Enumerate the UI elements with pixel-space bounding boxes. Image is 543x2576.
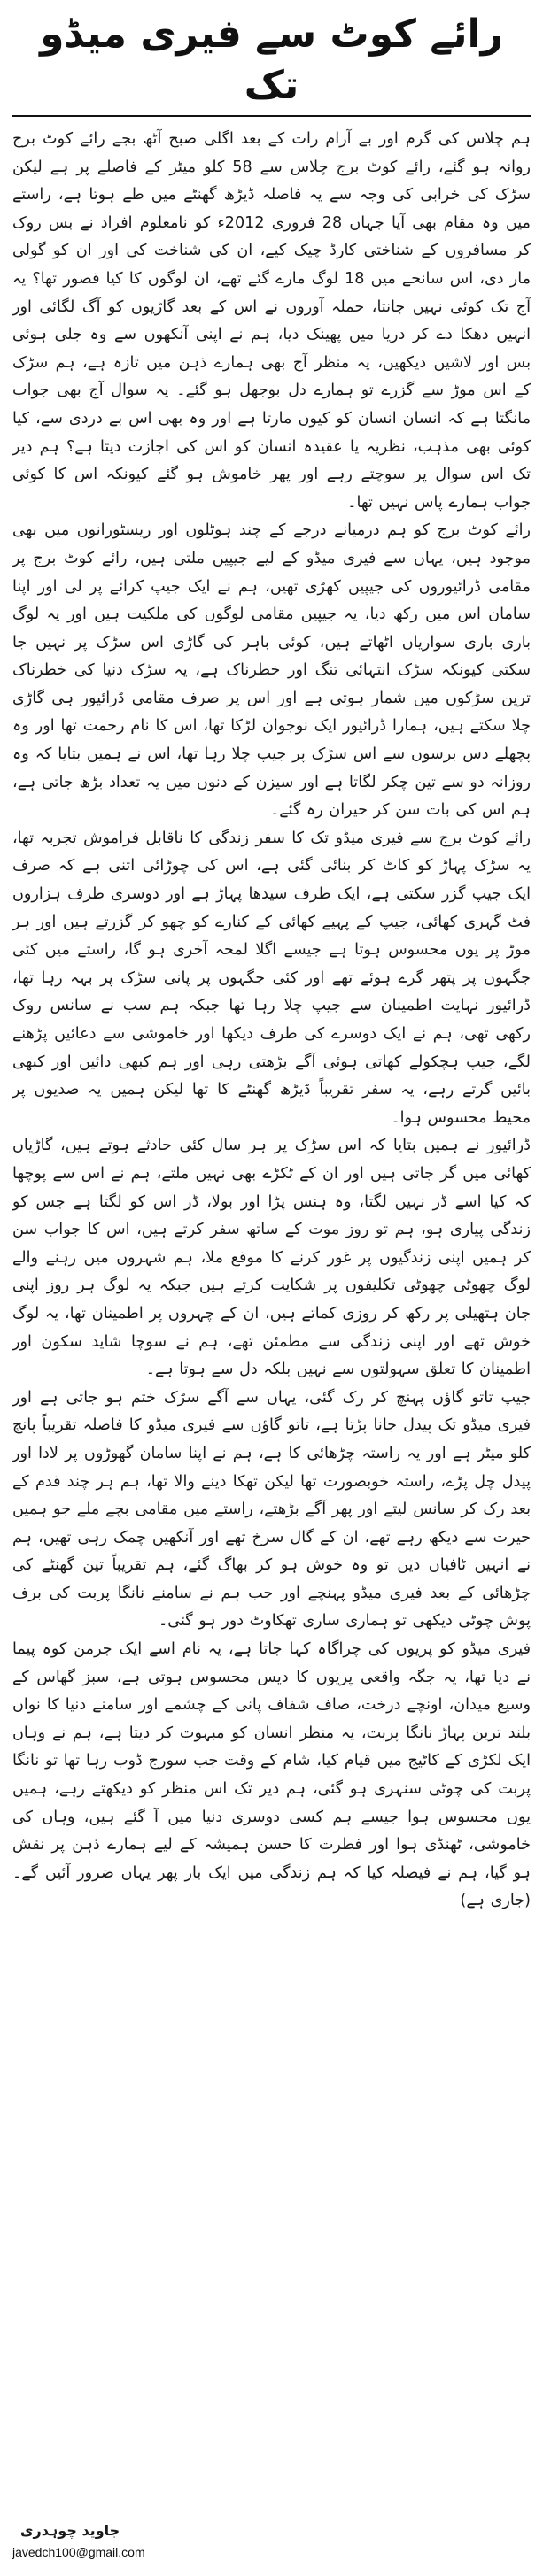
article-paragraph [12, 1636, 531, 1916]
article-paragraph: رائے کوٹ برج سے فیری میڈو تک کا سفر زندگی کا ناقابل فراموش تجربہ تھا، یہ سڑک پہاڑ کو کاٹ کر بنائی گئی ہے، اس کی چوڑائی اتنی ہے کہ صرف ایک جیپ گزر سکتی ہے، ایک طرف سیدھا پہاڑ ہے اور دوسری طرف ہزاروں فٹ گہری کھائی، جیپ کے پہیے کھائی کے کنارے کو چھو کر گزرتے ہیں اور ہر موڑ پر یوں محسوس ہوتا ہے جیسے اگلا لمحہ آخری ہو گا، راستے میں کئی جگہوں پر پتھر گرے ہوئے تھے اور کئی جگہوں پر پانی سڑک پر بہہ رہا تھا، ڈرائیور نہایت اطمینان سے جیپ چلا رہا تھا جبکہ ہم سب نے سانس روک رکھی تھی، ہم نے ایک دوسرے کی طرف دیکھا اور خاموشی سے دعائیں پڑھنے لگے، جیپ ہچکولے کھاتی ہوئی آگے بڑھتی رہی اور ہم کبھی دائیں اور کبھی بائیں گرتے رہے، یہ سفر تقریباً ڈیڑھ گھنٹے کا تھا لیکن ہمیں یہ صدیوں پر محیط محسوس ہوا۔ [12, 829, 531, 1127]
headline-divider [12, 115, 531, 117]
article-paragraph: ہم چلاس کی گرم اور بے آرام رات کے بعد اگلی صبح آٹھ بجے رائے کوٹ برج روانہ ہو گئے، رائے کوٹ برج چلاس سے 58 کلو میٹر کے فاصلے پر ہے لیکن سڑک کی خرابی کی وجہ سے یہ فاصلہ ڈیڑھ گھنٹے میں طے ہوتا ہے، راستے میں وہ مقام بھی آیا جہاں 28 فروری 2012ء کو نامعلوم افراد نے بس روک کر مسافروں کے شناختی کارڈ چیک کیے، ان کی شناخت کی اور ان کو گولی مار دی، اس سانحے میں 18 لوگ مارے گئے تھے، ان لوگوں کا کیا قصور تھا؟ یہ آج تک کوئی نہیں جانتا، حملہ آوروں نے اس کے بعد گاڑیوں کو آگ لگائی اور انہیں دھکا دے کر دریا میں پھینک دیا، ہم نے اپنی آنکھوں سے وہ جلی ہوئی بس اور لاشیں دیکھیں، یہ منظر آج بھی ہمارے ذہن میں تازہ ہے، ہم سڑک کے اس موڑ سے گزرے تو ہمارے دل بوجھل ہو گئے۔ یہ سوال آج بھی جواب مانگتا ہے کہ انسان انسان کو کیوں مارتا ہے اور وہ بھی اس بے دردی سے، کیا کوئی بھی مذہب، نظریہ یا عقیدہ انسان کو اس کی اجازت دیتا ہے؟ ہم دیر تک اس سوال پر سوچتے رہے اور پھر خاموش ہو گئے کیونکہ اس کا کوئی جواب ہمارے پاس نہیں تھا۔ [12, 130, 531, 512]
author-email[interactable]: javedch100@gmail.com [12, 2545, 145, 2559]
article-column [12, 9, 531, 2567]
article-headline: رائے کوٹ سے فیری میڈو تک [40, 12, 503, 108]
article-paragraph: جیپ تاتو گاؤں پہنچ کر رک گئی، یہاں سے آگے سڑک ختم ہو جاتی ہے اور فیری میڈو تک پیدل جانا پڑتا ہے، تاتو گاؤں سے فیری میڈو کا فاصلہ تقریباً پانچ کلو میٹر ہے اور یہ راستہ چڑھائی کا ہے، ہم نے اپنا سامان گھوڑوں پر لادا اور پیدل چل پڑے، راستہ خوبصورت تھا لیکن تھکا دینے والا تھا، ہم ہر چند قدم کے بعد رک کر سانس لیتے اور پھر آگے بڑھتے، راستے میں مقامی بچے ملے جو ہمیں حیرت سے دیکھ رہے تھے، ان کے گال سرخ تھے اور آنکھیں چمک رہی تھیں، ہم نے انہیں ٹافیاں دیں تو وہ خوش ہو کر بھاگ گئے، ہم تقریباً تین گھنٹے کی چڑھائی کے بعد فیری میڈو پہنچے اور جب ہم نے سامنے نانگا پربت کی برف پوش چوٹی دیکھی تو ہماری ساری تھکاوٹ دور ہو گئی۔ [12, 1388, 531, 1631]
byline [12, 2521, 531, 2567]
article-paragraph-text: فیری میڈو کو پریوں کی چراگاہ کہا جاتا ہے، یہ نام اسے ایک جرمن کوہ پیما نے دیا تھا، یہ جگہ واقعی پریوں کا دیس محسوس ہوتی ہے، سبز گھاس کے وسیع میدان، اونچے درخت، صاف شفاف پانی کے چشمے اور سامنے دنیا کا نواں بلند ترین پہاڑ نانگا پربت، یہ منظر انسان کو مبہوت کر دیتا ہے، ہم نے وہاں ایک لکڑی کے کاٹیج میں قیام کیا، شام کے وقت جب سورج ڈوب رہا تھا تو نانگا پربت کی چوٹی سنہری ہو گئی، ہم دیر تک اس منظر کو دیکھتے رہے، ہمیں یوں محسوس ہوا جیسے ہم کسی دوسری دنیا میں آ گئے ہیں، وہاں کی خاموشی، ٹھنڈی ہوا اور فطرت کا حسن ہمیشہ کے لیے ہمارے ذہن پر نقش ہو گیا، ہم نے فیصلہ کیا کہ ہم زندگی میں ایک بار پھر یہاں ضرور آئیں گے۔ [12, 1640, 531, 1882]
article-paragraph: رائے کوٹ برج کو ہم درمیانے درجے کے چند ہوٹلوں اور ریسٹورانوں میں بھی موجود ہیں، یہاں سے فیری میڈو کے لیے جیپیں ملتی ہیں، رائے کوٹ برج پر مقامی ڈرائیوروں کی جیپیں کھڑی تھیں، ہم نے ایک جیپ کرائے پر لی اور اپنا سامان اس میں رکھ دیا، یہ جیپیں مقامی لوگوں کی ملکیت ہیں اور یہ لوگ باری باری سواریاں اٹھاتے ہیں، کوئی باہر کی گاڑی اس سڑک پر نہیں جا سکتی کیونکہ سڑک انتہائی تنگ اور خطرناک ہے، یہ سڑک دنیا کی خطرناک ترین سڑکوں میں شمار ہوتی ہے اور اس پر صرف مقامی ڈرائیور ہی گاڑی چلا سکتے ہیں، ہمارا ڈرائیور ایک نوجوان لڑکا تھا، اس کا نام رحمت تھا اور وہ پچھلے دس برسوں سے اس سڑک پر جیپ چلا رہا تھا، اس نے ہمیں بتایا کہ وہ روزانہ دو سے تین چکر لگاتا ہے اور سیزن کے دنوں میں یہ تعداد بڑھ جاتی ہے، ہم اس کی بات سن کر حیران رہ گئے۔ [12, 521, 531, 820]
author-name: جاوید چوہدری [19, 2522, 120, 2539]
continued-label: (جاری ہے) [460, 1892, 531, 1910]
article-paragraph: ڈرائیور نے ہمیں بتایا کہ اس سڑک پر ہر سال کئی حادثے ہوتے ہیں، گاڑیاں کھائی میں گر جاتی ہیں اور ان کے ٹکڑے بھی نہیں ملتے، ہم نے اس سے پوچھا کہ کیا اسے ڈر نہیں لگتا، وہ ہنس پڑا اور بولا، ڈر اس کو لگتا ہے جس کو زندگی پیاری ہو، ہم تو روز موت کے ساتھ سفر کرتے ہیں، اس کا جواب سن کر ہمیں اپنی زندگیوں پر غور کرنے کا موقع ملا، ہم شہروں میں رہنے والے لوگ چھوٹی چھوٹی تکلیفوں پر شکایت کرتے ہیں جبکہ یہ لوگ ہر روز اپنی جان ہتھیلی پر رکھ کر روزی کماتے ہیں، ان کے چہروں پر اطمینان تھا، یہ لوگ خوش تھے اور اپنی زندگی سے مطمئن تھے، ہم نے سوچا شاید سکون اور اطمینان کا تعلق سہولتوں سے نہیں بلکہ دل سے ہوتا ہے۔ [12, 1137, 531, 1379]
